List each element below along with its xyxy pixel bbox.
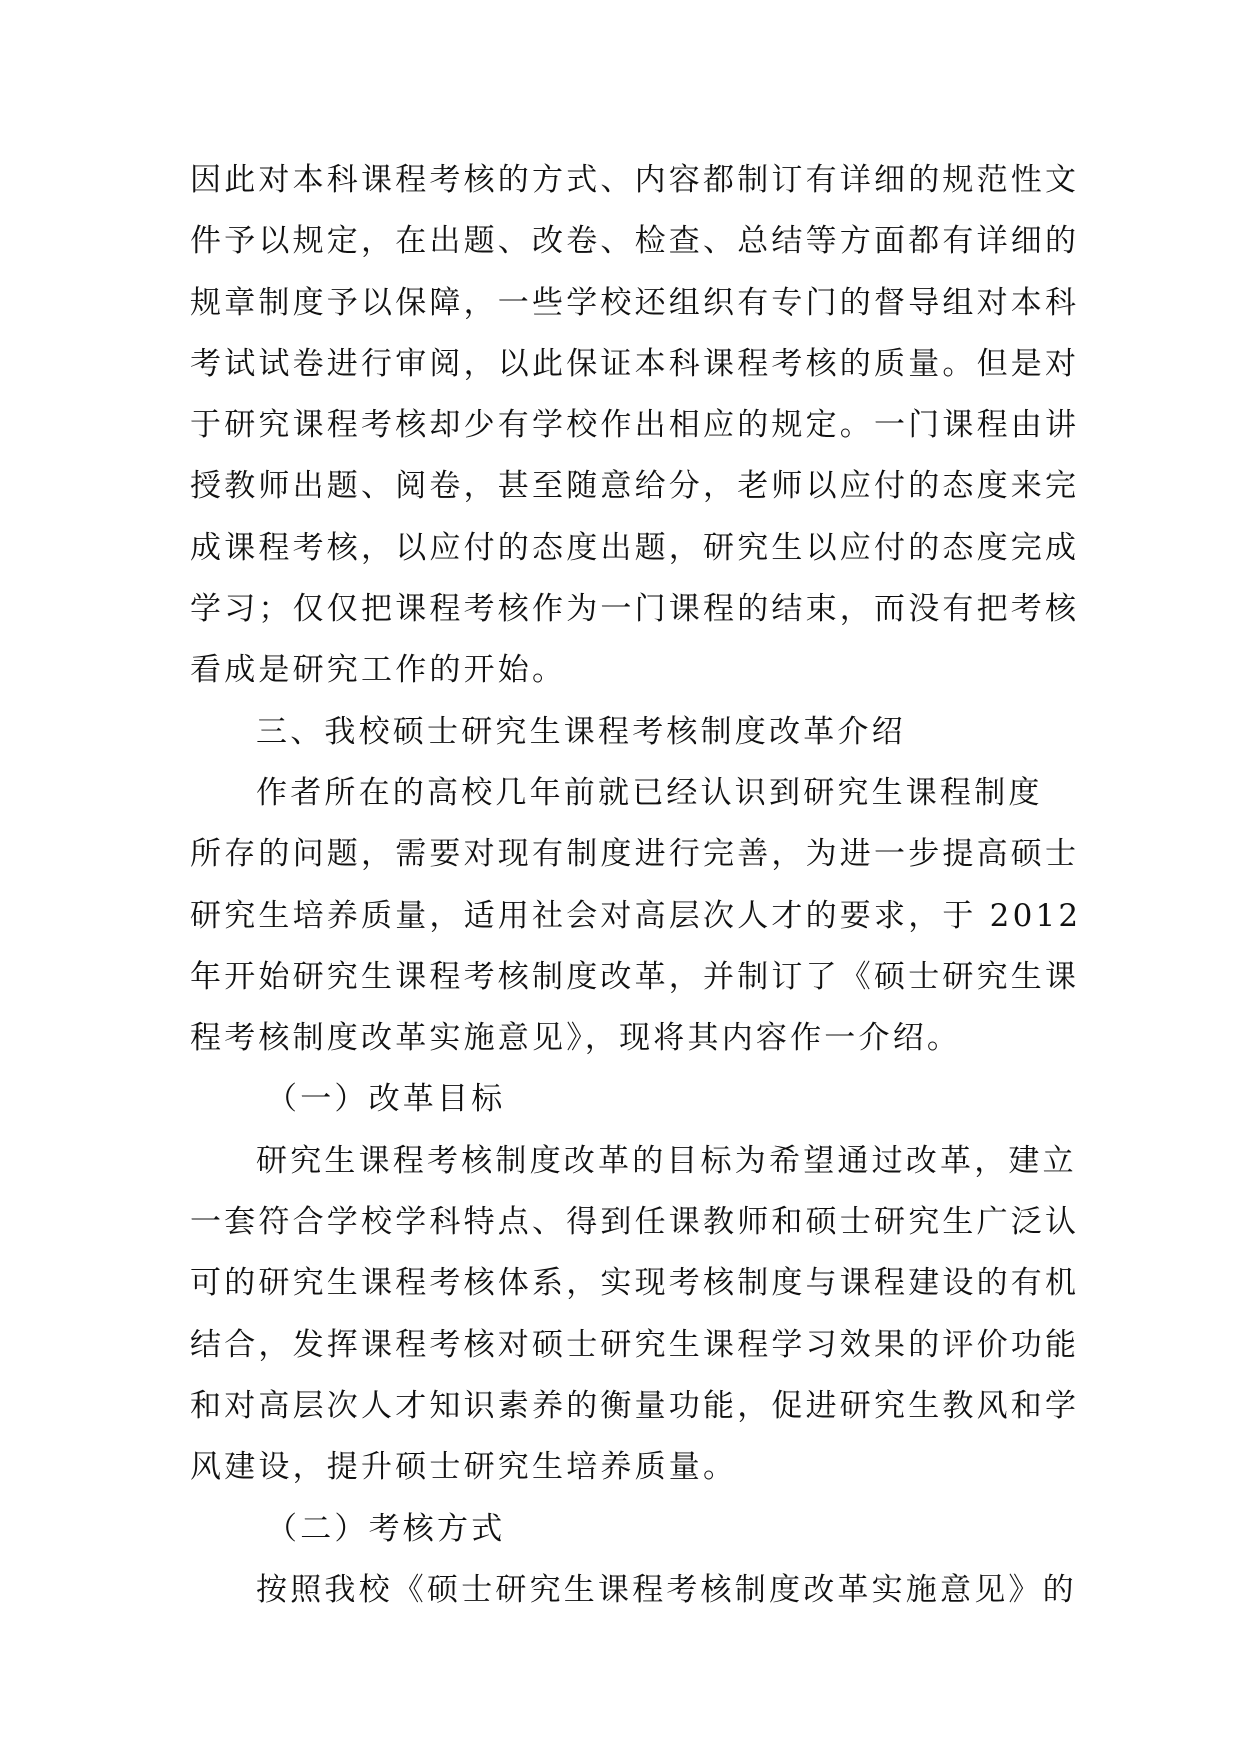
text-line: 作者所在的高校几年前就已经认识到研究生课程制度 (256, 774, 1043, 811)
text-line: 按照我校《硕士研究生课程考核制度改革实施意见》的 (256, 1571, 1077, 1608)
text-line: 可的研究生课程考核体系，实现考核制度与课程建设的有机 (190, 1265, 1080, 1302)
text-line: 学习；仅仅把课程考核作为一门课程的结束，而没有把考核 (190, 591, 1080, 628)
text-line: 研究生课程考核制度改革的目标为希望通过改革，建立 (256, 1142, 1077, 1179)
text-line: 成课程考核，以应付的态度出题，研究生以应付的态度完成 (190, 529, 1080, 566)
document-body (190, 150, 1082, 1621)
subsection-heading: （一）改革目标 (266, 1081, 506, 1118)
text-line: 所存的问题，需要对现有制度进行完善，为进一步提高硕士 (190, 836, 1080, 873)
text-line: 年开始研究生课程考核制度改革，并制订了《硕士研究生课 (190, 958, 1080, 995)
text-line: 件予以规定，在出题、改卷、检查、总结等方面都有详细的 (190, 223, 1080, 260)
text-line: 程考核制度改革实施意见》，现将其内容作一介绍。 (190, 1020, 962, 1057)
text-line: 风建设，提升硕士研究生培养质量。 (190, 1449, 738, 1486)
section-heading: 三、我校硕士研究生课程考核制度改革介绍 (256, 713, 906, 750)
text-line: 研究生培养质量，适用社会对高层次人才的要求，于 2012 (190, 897, 1082, 934)
text-line: 因此对本科课程考核的方式、内容都制订有详细的规范性文 (190, 162, 1080, 198)
text-line: 看成是研究工作的开始。 (190, 652, 567, 689)
text-line: 和对高层次人才知识素养的衡量功能，促进研究生教风和学 (190, 1387, 1080, 1424)
subsection-heading: （二）考核方式 (266, 1510, 506, 1547)
text-line: 一套符合学校学科特点、得到任课教师和硕士研究生广泛认 (190, 1204, 1080, 1241)
text-line: 规章制度予以保障，一些学校还组织有专门的督导组对本科 (190, 284, 1080, 321)
text-line: 授教师出题、阅卷，甚至随意给分，老师以应付的态度来完 (190, 468, 1080, 505)
text-line: 于研究课程考核却少有学校作出相应的规定。一门课程由讲 (190, 407, 1080, 444)
text-line: 结合，发挥课程考核对硕士研究生课程学习效果的评价功能 (190, 1326, 1080, 1363)
text-line: 考试试卷进行审阅，以此保证本科课程考核的质量。但是对 (190, 345, 1080, 382)
